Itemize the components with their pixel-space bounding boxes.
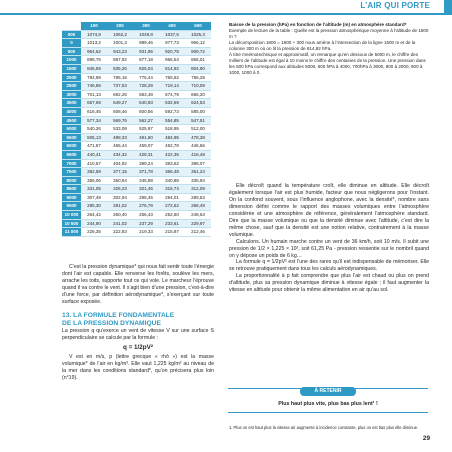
- pressure-cell: 931,95: [133, 47, 159, 56]
- pressure-cell: 632,69: [159, 99, 185, 108]
- table-column-header: 400: [159, 22, 185, 30]
- caption-title: Baisse de la pression (hPa) en fonction de l’altitude (m) en atmosphère standard*: [229, 22, 407, 27]
- header-tab: [444, 0, 452, 14]
- pressure-cell: 285,30: [81, 202, 107, 211]
- pressure-cell: 350,94: [107, 176, 133, 185]
- altitude-cell: 4500: [62, 116, 81, 125]
- caption-line: Exemple de lecture de la table : Quelle est la pression atmosphérique moyenne à l’altitude de 1800 m ?: [229, 28, 429, 40]
- right-column: [229, 183, 429, 294]
- pressure-cell: 393,62: [159, 159, 185, 168]
- table-body: [62, 30, 211, 236]
- section-heading-line: 13. LA FORMULE FONDAMENTALE: [62, 311, 175, 319]
- pressure-cell: 954,62: [81, 47, 107, 56]
- pressure-cell: 719,14: [159, 82, 185, 91]
- paragraph: La formule q = 1/2pV² est l’une des rares qu’il est indispensable de mémoriser. Elle se retrouve pratiquement dans tous les calculs aérodynamiques.: [229, 259, 429, 273]
- table-column-header: 300: [133, 22, 159, 30]
- formula: q = 1/2pV²: [123, 344, 153, 352]
- table-row: [62, 90, 211, 99]
- table-row: [62, 30, 211, 39]
- pressure-cell: 244,80: [81, 219, 107, 228]
- pressure-cell: 562,27: [133, 116, 159, 125]
- altitude-cell: 7500: [62, 168, 81, 177]
- page-header: [0, 0, 452, 14]
- pressure-cell: 600,56: [133, 107, 159, 116]
- pressure-cell: 361,24: [185, 168, 211, 177]
- pressure-cell: 525,97: [133, 125, 159, 134]
- pressure-cell: 977,73: [159, 39, 185, 48]
- section-heading-line: DE LA PRESSION DYNAMIQUE: [62, 319, 161, 327]
- pressure-cell: 577,34: [81, 116, 107, 125]
- pressure-cell: 989,46: [133, 39, 159, 48]
- pressure-cell: 505,13: [81, 133, 107, 142]
- pressure-cell: 312,09: [185, 185, 211, 194]
- chapter-title: L’AIR QUI PORTE: [360, 1, 430, 10]
- table-row: [62, 116, 211, 125]
- altitude-cell: 500: [62, 47, 81, 56]
- altitude-cell: 1500: [62, 64, 81, 73]
- pressure-cell: 825,04: [133, 64, 159, 73]
- pressure-cell: 326,23: [107, 185, 133, 194]
- table-row: [62, 168, 211, 177]
- table-row: [62, 219, 211, 228]
- table-row: [62, 142, 211, 151]
- pressure-cell: 1074,8: [81, 30, 107, 39]
- table-row: [62, 107, 211, 116]
- table-column-header: 100: [81, 22, 107, 30]
- pressure-cell: 465,44: [107, 142, 133, 151]
- pressure-cell: 585,00: [185, 107, 211, 116]
- altitude-cell: 2000: [62, 73, 81, 82]
- table-row: [62, 193, 211, 202]
- pressure-cell: 920,78: [159, 47, 185, 56]
- pressure-cell: 1025,3: [185, 30, 211, 39]
- pressure-cell: 765,82: [159, 73, 185, 82]
- pressure-cell: 371,78: [133, 168, 159, 177]
- table-header-row: [62, 22, 211, 30]
- pressure-cell: 241,02: [107, 219, 133, 228]
- pressure-cell: 268,49: [185, 202, 211, 211]
- pressure-cell: 428,31: [133, 150, 159, 159]
- table-column-header: 0: [62, 22, 81, 30]
- caption-line: La décomposition 1800 = 1500 + 300 nous amène à l’intersection de la ligne 1500 m et de la colonne 300 m où on lit la pression de 814,92 hPa.: [229, 40, 416, 52]
- table-row: [62, 99, 211, 108]
- pressure-cell: 756,29: [185, 73, 211, 82]
- pressure-cell: 775,44: [133, 73, 159, 82]
- pressure-cell: 404,92: [107, 159, 133, 168]
- table-row: [62, 228, 211, 237]
- pressure-cell: 434,32: [107, 150, 133, 159]
- pressure-cell: 856,01: [185, 56, 211, 65]
- table-row: [62, 73, 211, 82]
- pressure-cell: 459,07: [133, 142, 159, 151]
- pressure-cell: 388,07: [185, 159, 211, 168]
- pressure-cell: 222,83: [107, 228, 133, 237]
- altitude-cell: 9500: [62, 202, 81, 211]
- pressure-cell: 592,73: [159, 107, 185, 116]
- pressure-cell: 877,18: [133, 56, 159, 65]
- pressure-cell: 737,53: [107, 82, 133, 91]
- pressure-cell: 533,08: [107, 125, 133, 134]
- pressure-cell: 331,05: [81, 185, 107, 194]
- retenir-box: [228, 388, 428, 420]
- table-row: [62, 47, 211, 56]
- table-column-header: 200: [107, 22, 133, 30]
- pressure-cell: 785,16: [107, 73, 133, 82]
- pressure-cell: 728,29: [133, 82, 159, 91]
- pressure-cell: 1037,5: [159, 30, 185, 39]
- pressure-cell: 446,56: [185, 142, 211, 151]
- pressure-cell: 674,79: [159, 90, 185, 99]
- pressure-cell: 422,36: [159, 150, 185, 159]
- table-row: [62, 64, 211, 73]
- pressure-cell: 264,42: [81, 211, 107, 220]
- altitude-cell: 000: [62, 30, 81, 39]
- altitude-cell: 8500: [62, 185, 81, 194]
- pressure-cell: 410,67: [81, 159, 107, 168]
- pressure-cell: 835,26: [107, 64, 133, 73]
- altitude-cell: 3000: [62, 90, 81, 99]
- table-row: [62, 159, 211, 168]
- pressure-cell: 478,38: [185, 133, 211, 142]
- pressure-cell: 452,78: [159, 142, 185, 151]
- pressure-cell: 252,50: [159, 211, 185, 220]
- altitude-cell: 9000: [62, 193, 81, 202]
- pressure-cell: 377,15: [107, 168, 133, 177]
- pressure-cell: 356,06: [81, 176, 107, 185]
- paragraph: V est en m/s, p (lettre grecque « rhô ») est la masse volumique* de l’air en kg/m³. Elle vaut 1,225 kg/m³ au niveau de la mer dans les conditions standard*, qu’on précisera plus loin (n°19).: [62, 354, 214, 381]
- pressure-cell: 229,97: [185, 219, 211, 228]
- pressure-cell: 345,88: [133, 176, 159, 185]
- pressure-cell: 498,33: [107, 133, 133, 142]
- pressure-cell: 316,74: [159, 185, 185, 194]
- altitude-cell: 2500: [62, 82, 81, 91]
- footnote: 1. Plus on est haut plus la vitesse air augmente à incidence constante, plus on est bas plus elle diminue.: [229, 425, 419, 430]
- altitude-cell: 1000: [62, 56, 81, 65]
- pressure-cell: 1001,3: [107, 39, 133, 48]
- pressure-cell: 569,76: [107, 116, 133, 125]
- pressure-cell: 471,87: [81, 142, 107, 151]
- altitude-cell: 10 000: [62, 211, 81, 220]
- pressure-cell: 746,86: [81, 82, 107, 91]
- pressure-cell: 701,13: [81, 90, 107, 99]
- table-row: [62, 211, 211, 220]
- retenir-text: Plus haut plus vite, plus bas plus lent¹ !: [278, 401, 378, 407]
- pressure-cell: 276,79: [133, 202, 159, 211]
- altitude-cell: 6000: [62, 142, 81, 151]
- pressure-cell: 226,35: [81, 228, 107, 237]
- pressure-cell: 608,46: [107, 107, 133, 116]
- altitude-cell: 3500: [62, 99, 81, 108]
- pressure-cell: 399,24: [133, 159, 159, 168]
- pressure-cell: 260,40: [107, 211, 133, 220]
- paragraph: La proportionnalité à p fait comprendre que plus l’air est chaud ou plus on prend d’altitude, plus sa pression dynamique diminue à vitesse égale ; il faut augmenter la vitesse en altitude pour obtenir la même alimentation en air qu’au sol.: [229, 273, 429, 294]
- pressure-cell: 640,93: [133, 99, 159, 108]
- pressure-cell: 657,69: [81, 99, 107, 108]
- table-row: [62, 82, 211, 91]
- altitude-cell: 4000: [62, 107, 81, 116]
- altitude-cell: 6500: [62, 150, 81, 159]
- pressure-cell: 256,43: [133, 211, 159, 220]
- retenir-badge: À RETENIR: [300, 387, 356, 396]
- pressure-cell: 616,45: [81, 107, 107, 116]
- pressure-cell: 366,48: [159, 168, 185, 177]
- pressure-cell: 248,63: [185, 211, 211, 220]
- altitude-cell: 7000: [62, 159, 81, 168]
- pressure-table: [62, 22, 211, 237]
- retenir-rule-bottom: [228, 412, 428, 413]
- pressure-cell: 212,46: [185, 228, 211, 237]
- pressure-cell: 692,26: [107, 90, 133, 99]
- pressure-cell: 710,09: [185, 82, 211, 91]
- pressure-cell: 866,54: [159, 56, 185, 65]
- altitude-cell: 5000: [62, 125, 81, 134]
- pressure-cell: 512,00: [185, 125, 211, 134]
- paragraph: La pression q qu’exerce un vent de vitesse V sur une surface S perpendiculaire se calcule par la formule :: [62, 328, 214, 342]
- header-rule: [0, 13, 452, 15]
- pressure-cell: 624,53: [185, 99, 211, 108]
- pressure-cell: 321,46: [133, 185, 159, 194]
- pressure-cell: 289,63: [185, 193, 211, 202]
- caption-line: À titre mnémotechnique et approximatif, on remarque qu’en dessous de 5000 m, le chiffre des milliers de l’altitude est égal à 10 moins le chiffre des centaines de la pression. Une pression dans les 500 hPa correspond aux altitudes 5000, 600 hPa à 4000, 700hPa à 3000, 800 à 2000, 900 à 1000, 1000 à 0.: [229, 52, 426, 76]
- table-row: [62, 133, 211, 142]
- table-row: [62, 185, 211, 194]
- pressure-cell: 237,29: [133, 219, 159, 228]
- pressure-cell: 1062,2: [107, 30, 133, 39]
- table-row: [62, 150, 211, 159]
- paragraph: Elle décroît quand la température croît, elle diminue en altitude. Elle décroît également lorsque l’air est plus humide, facteur que nous négligerons pour l’instant. On la confond souvent, sous l’influence anglophone, avec la densité*, nombre sans dimension défini comme le rapport des masses volumiques entre l’atmosphère considérée et une atmosphère de référence, généralement l’atmosphère standard. Dire que la masse volumique ou que la densité diminue avec l’altitude, c’est dire la même chose, sauf que la densité est une notion relative, contrairement à la masse volumique.: [229, 183, 429, 238]
- pressure-cell: 794,98: [81, 73, 107, 82]
- altitude-cell: 10 500: [62, 219, 81, 228]
- pressure-cell: 666,20: [185, 90, 211, 99]
- page-number: 29: [422, 435, 430, 442]
- pressure-cell: 484,95: [159, 133, 185, 142]
- paragraph: Calculons. Un humain marche contre un vent de 36 km/h, soit 10 m/s. Il subit une pression de 1/2 × 1,225 × 10², soit 61,25 Pa - pression ressentie sur le nombril quand on y dépose un poids de 6 kg…: [229, 238, 429, 259]
- pressure-cell: 845,59: [81, 64, 107, 73]
- pressure-cell: 298,45: [133, 193, 159, 202]
- pressure-cell: 518,95: [159, 125, 185, 134]
- pressure-cell: 649,27: [107, 99, 133, 108]
- pressure-cell: 1013,2: [81, 39, 107, 48]
- pressure-cell: 943,23: [107, 47, 133, 56]
- pressure-cell: 966,12: [185, 39, 211, 48]
- pressure-cell: 909,72: [185, 47, 211, 56]
- pressure-cell: 554,85: [159, 116, 185, 125]
- pressure-cell: 683,48: [133, 90, 159, 99]
- pressure-cell: 233,61: [159, 219, 185, 228]
- pressure-cell: 440,41: [81, 150, 107, 159]
- pressure-cell: 814,92: [159, 64, 185, 73]
- table-column-header: 500: [185, 22, 211, 30]
- pressure-cell: 416,48: [185, 150, 211, 159]
- pressure-cell: 887,92: [107, 56, 133, 65]
- pressure-cell: 540,26: [81, 125, 107, 134]
- left-column: [62, 264, 214, 382]
- altitude-cell: 8000: [62, 176, 81, 185]
- pressure-cell: 1049,8: [133, 30, 159, 39]
- table-caption: [229, 22, 429, 76]
- table-row: [62, 125, 211, 134]
- pressure-cell: 804,90: [185, 64, 211, 73]
- pressure-cell: 898,76: [81, 56, 107, 65]
- table-row: [62, 56, 211, 65]
- table-row: [62, 202, 211, 211]
- pressure-cell: 219,33: [133, 228, 159, 237]
- altitude-cell: 11 000: [62, 228, 81, 237]
- section-heading: [62, 312, 214, 328]
- altitude-cell: 5500: [62, 133, 81, 142]
- table-row: [62, 176, 211, 185]
- pressure-cell: 302,94: [107, 193, 133, 202]
- intro-paragraph: C’est la pression dynamique* qui nous fait sentir toute l’énergie dont l’air est capable. Elle renverse les forêts, soulève les mers, arrache les toits, supporte tout ce qui vole. Le marcheur l’éprouve quand il va contre le vent. Il s’agit bien d’une pression, c’est-à-dire d’une force, par définition aérodynamique*, s’exerçant sur toute surface exposée.: [62, 264, 214, 305]
- pressure-cell: 491,60: [133, 133, 159, 142]
- pressure-cell: 281,02: [107, 202, 133, 211]
- pressure-cell: 340,88: [159, 176, 185, 185]
- altitude-cell: 0: [62, 39, 81, 48]
- pressure-cell: 547,51: [185, 116, 211, 125]
- pressure-cell: 382,58: [81, 168, 107, 177]
- pressure-cell: 272,62: [159, 202, 185, 211]
- table-row: [62, 39, 211, 48]
- pressure-cell: 294,01: [159, 193, 185, 202]
- pressure-cell: 335,94: [185, 176, 211, 185]
- pressure-cell: 215,87: [159, 228, 185, 237]
- pressure-cell: 307,49: [81, 193, 107, 202]
